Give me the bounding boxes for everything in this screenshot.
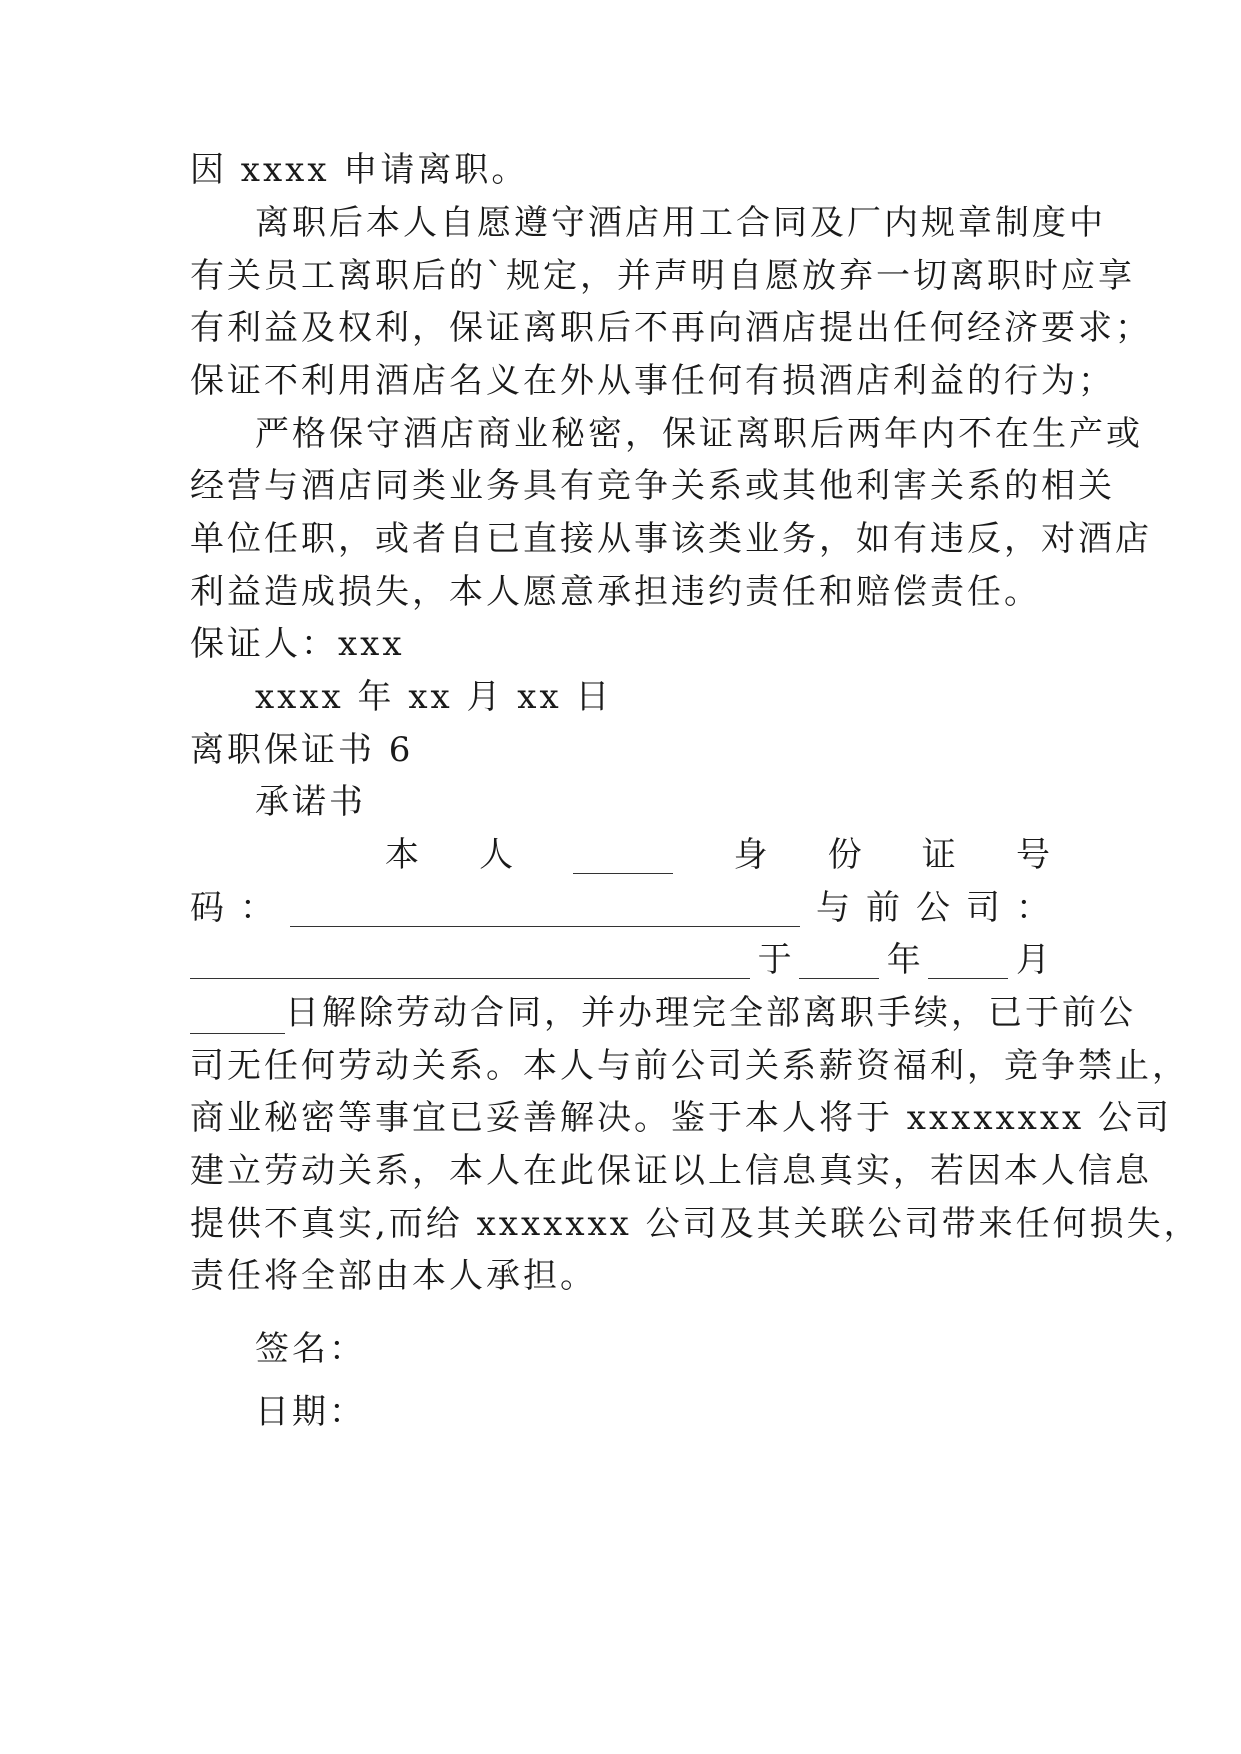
text-line: 有关员工离职后的`规定，并声明自愿放弃一切离职时应享 xyxy=(190,256,1135,296)
section-subtitle: 承诺书 xyxy=(255,782,366,822)
text-line: 司无任何劳动关系。本人与前公司关系薪资福利，竞争禁止， xyxy=(190,1046,1189,1086)
text-segment: 日解除劳动合同，并办理完全部离职手续，已于前公 xyxy=(285,993,1136,1033)
signature-label: 签名： xyxy=(255,1329,366,1369)
date-line: xxxx 年 xx 月 xx 日 xyxy=(255,677,613,717)
former-company-blank[interactable] xyxy=(190,942,750,979)
month-blank[interactable] xyxy=(928,942,1008,979)
form-char: 月 xyxy=(1015,940,1050,980)
date-label: 日期： xyxy=(255,1392,366,1432)
text-line: 单位任职，或者自已直接从事该类业务，如有违反，对酒店 xyxy=(190,519,1152,559)
text-line: 离职后本人自愿遵守酒店用工合同及厂内规章制度中 xyxy=(255,203,1106,243)
guarantor-line: 保证人：xxx xyxy=(190,624,405,664)
text-line: 因 xxxx 申请离职。 xyxy=(190,150,529,190)
form-line-company xyxy=(190,878,1050,938)
form-char: ： xyxy=(1016,888,1050,928)
day-blank[interactable] xyxy=(190,997,285,1034)
text-line: 经营与酒店同类业务具有竞争关系或其他利害关系的相关 xyxy=(190,466,1115,506)
form-char: 前 xyxy=(866,888,900,928)
section-title: 离职保证书 6 xyxy=(190,730,414,770)
text-line: 利益造成损失，本人愿意承担违约责任和赔偿责任。 xyxy=(190,572,1041,612)
form-line-id xyxy=(385,825,1050,885)
text-line: 商业秘密等事宜已妥善解决。鉴于本人将于 xxxxxxxx 公司 xyxy=(190,1098,1173,1138)
form-char: 份 xyxy=(827,835,862,875)
form-line-date xyxy=(190,930,1050,990)
form-char: 身 xyxy=(733,835,768,875)
form-char: 人 xyxy=(479,835,514,875)
form-char: 本 xyxy=(385,835,419,875)
form-char: 公 xyxy=(916,888,950,928)
text-line: 提供不真实,而给 xxxxxxx 公司及其关联公司带来任何损失， xyxy=(190,1204,1201,1244)
text-line: 有利益及权利，保证离职后不再向酒店提出任何经济要求； xyxy=(190,308,1152,348)
form-char: 证 xyxy=(921,835,956,875)
text-line: 保证不利用酒店名义在外从事任何有损酒店利益的行为； xyxy=(190,361,1115,401)
id-number-blank[interactable] xyxy=(290,890,800,927)
form-char: 于 xyxy=(757,940,792,980)
name-blank[interactable] xyxy=(573,837,673,874)
form-char: 年 xyxy=(886,940,921,980)
form-char: 司 xyxy=(966,888,1000,928)
text-line: 严格保守酒店商业秘密，保证离职后两年内不在生产或 xyxy=(255,414,1143,454)
form-char: 与 xyxy=(816,888,850,928)
year-blank[interactable] xyxy=(799,942,879,979)
form-char: 号 xyxy=(1015,835,1050,875)
form-char: ： xyxy=(240,888,274,928)
text-line: 责任将全部由本人承担。 xyxy=(190,1256,597,1296)
form-line-day xyxy=(190,983,1136,1043)
form-char: 码 xyxy=(190,888,224,928)
text-line: 建立劳动关系，本人在此保证以上信息真实，若因本人信息 xyxy=(190,1151,1152,1191)
